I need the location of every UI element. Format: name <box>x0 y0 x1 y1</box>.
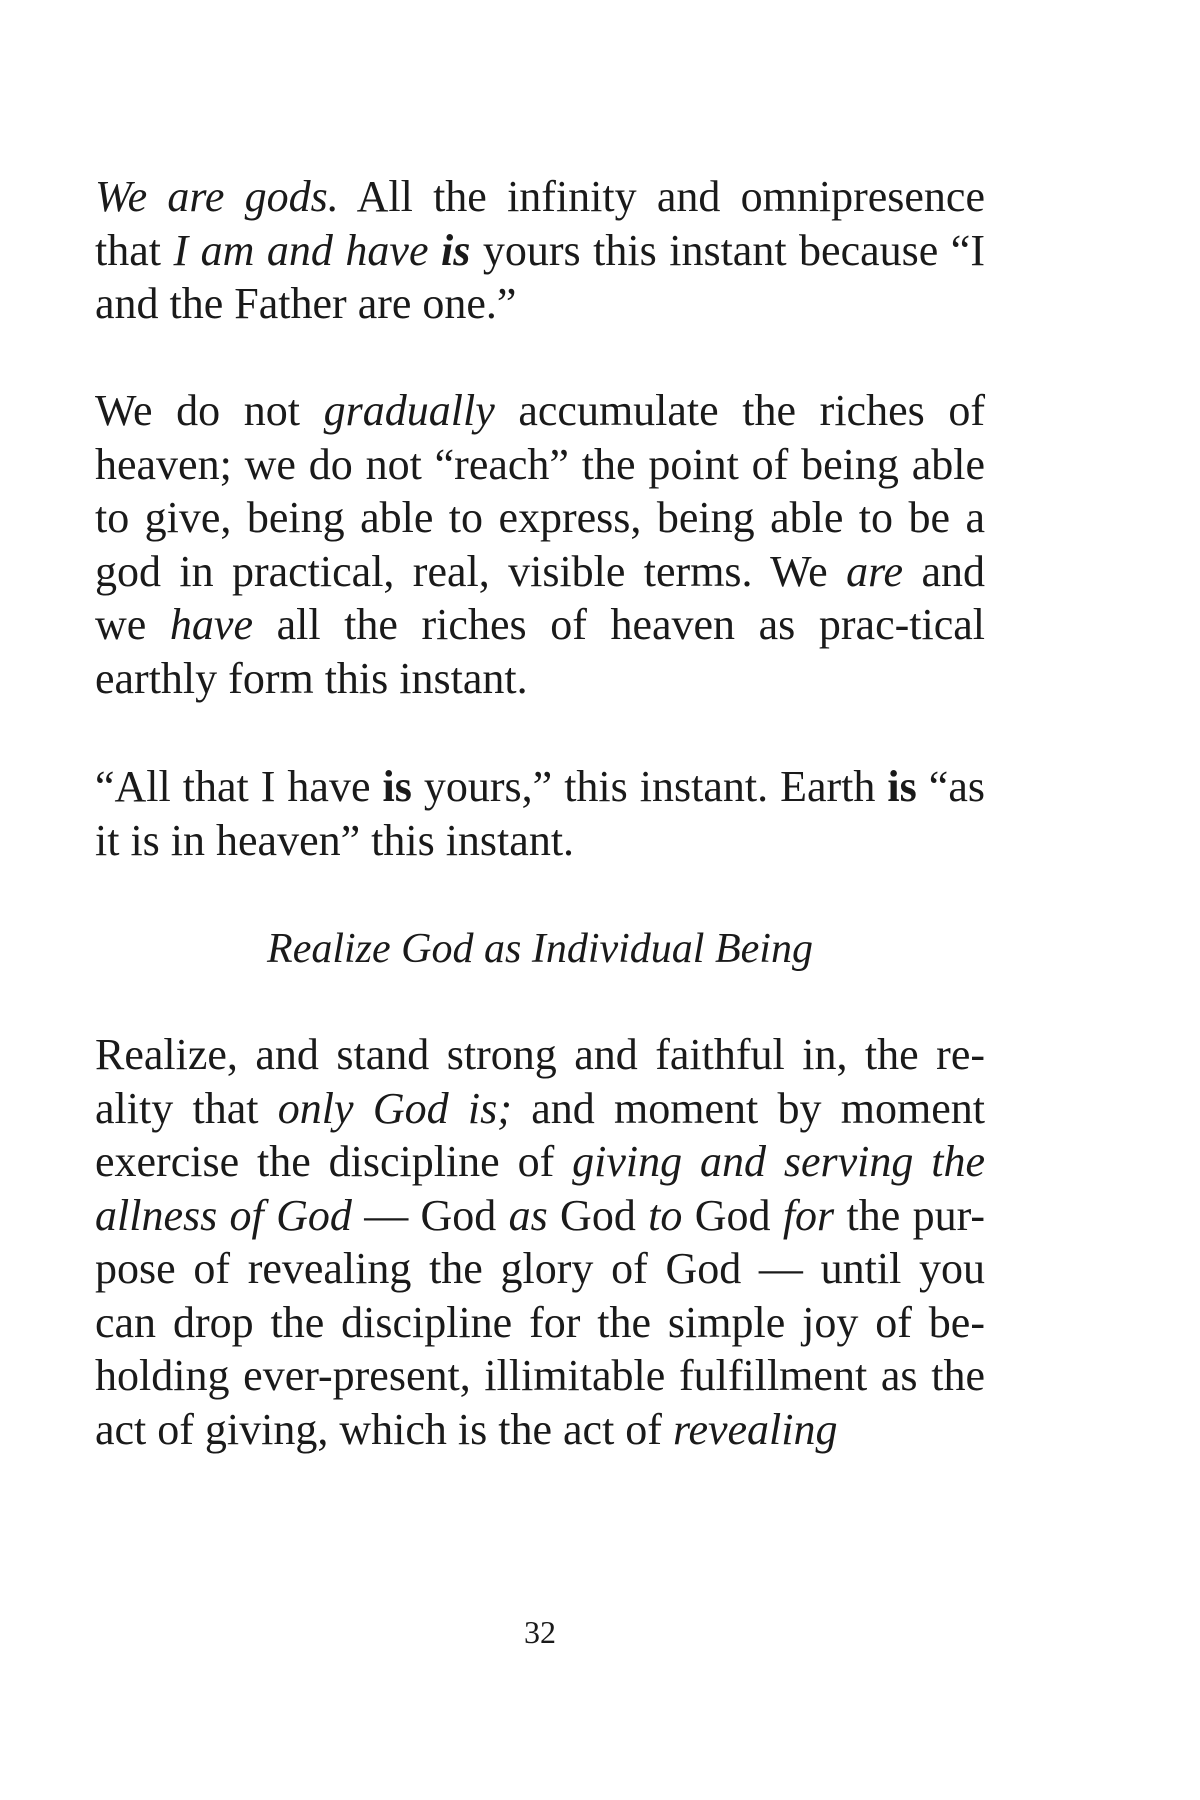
page-number: 32 <box>524 1614 556 1650</box>
text-run: revealing <box>672 1404 838 1454</box>
text-run: “All that I have <box>95 762 383 811</box>
text-run: are <box>846 546 904 596</box>
text-run: We do not <box>95 386 324 435</box>
text-run: I am and have <box>173 225 441 275</box>
text-run: is <box>441 225 471 275</box>
text-run: have <box>169 600 253 649</box>
text-run: God <box>682 1190 783 1240</box>
text-run: to <box>648 1190 683 1240</box>
text-run: God <box>547 1190 649 1240</box>
paragraph-we-are-gods <box>95 170 985 331</box>
text-run: Realize, and stand strong and faithful in, the re-ality that <box>95 1030 985 1133</box>
text-run: all the riches of heaven as prac-tical earthly form this instant. <box>95 600 986 703</box>
text-run: is <box>382 762 412 811</box>
text-run: yours,” this instant. Earth <box>411 762 888 811</box>
text-run: for <box>782 1190 835 1240</box>
text-run: as <box>508 1190 548 1240</box>
text-run: is <box>887 762 917 811</box>
text-run: the pur-pose of revealing the glory of God — until you can drop the discipline for the simple joy of be-holding ever-present, illimitable fulfillment as the act of giving, which is the act of <box>95 1190 985 1454</box>
paragraph-riches-of-heaven <box>95 384 985 705</box>
text-run: yours this instant because “I and the Father are one.” <box>95 225 985 328</box>
paragraph-all-that-i-have <box>95 760 985 867</box>
text-run: giving and serving the allness of God <box>95 1137 985 1240</box>
text-run: and we <box>95 546 985 649</box>
text-run: gradually <box>323 386 495 435</box>
paragraph-realize-only-god-is <box>95 1028 985 1456</box>
section-subheading: Realize God as Individual Being <box>267 926 813 972</box>
text-run: — God <box>351 1190 509 1240</box>
text-run: All the infinity and omnipresence that <box>95 172 985 275</box>
text-run: and moment by moment exercise the discipline of <box>95 1083 986 1186</box>
text-run: accumulate the riches of heaven; we do not “reach” the point of being able to give, being able to express, being able to be a god in practical, real, visible terms. We <box>95 386 985 596</box>
text-run: “as it is in heaven” this instant. <box>95 762 985 865</box>
text-run: We are gods. <box>95 172 339 221</box>
text-run: only God is; <box>277 1083 512 1133</box>
